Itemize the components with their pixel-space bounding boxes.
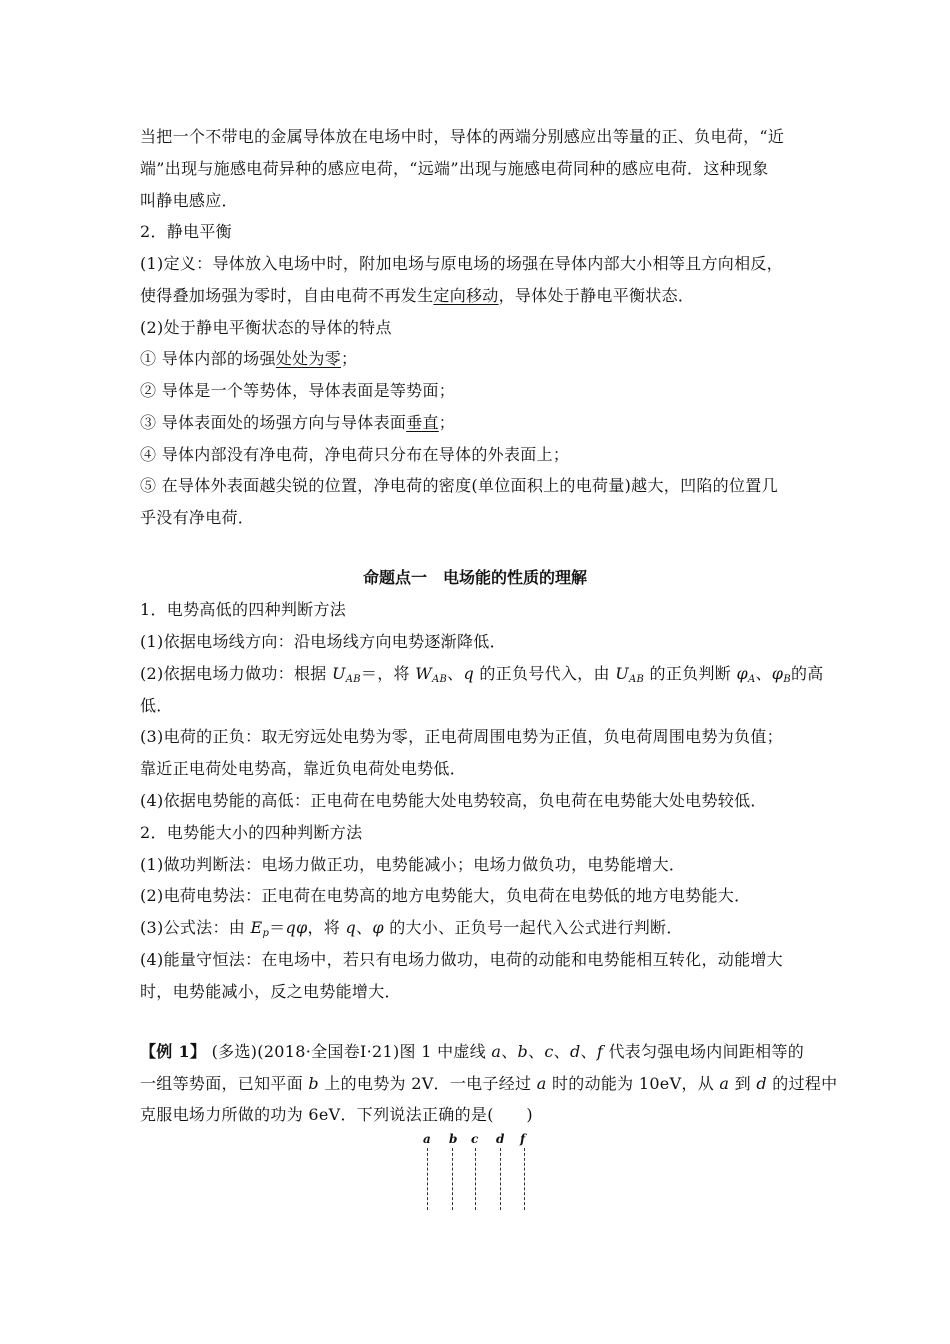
paragraph-line: 叫静电感应． <box>140 191 238 210</box>
var: q <box>345 918 357 937</box>
method-item: (4)能量守恒法：在电场中，若只有电场力做功，电荷的动能和电势能相互转化，动能增大 <box>140 950 783 969</box>
subscript: p <box>262 928 270 939</box>
text: 到 <box>729 1074 757 1093</box>
text: 、 <box>755 664 772 683</box>
var: U <box>615 664 629 683</box>
figure-label-b: b <box>449 1132 458 1146</box>
text: ，将 <box>307 918 346 937</box>
method-item: (2)电荷电势法：正电荷在电势高的地方电势能大，负电荷在电势低的地方电势能大． <box>140 886 751 905</box>
var: U <box>331 664 346 683</box>
var: b <box>308 1074 319 1093</box>
method-item: (1)做功判断法：电场力做正功，电势能减小；电场力做负功，电势能增大． <box>140 855 686 874</box>
text: (多选)(2018·全国卷Ⅰ·21)图 1 中虚线 <box>206 1042 492 1061</box>
method-item <box>140 664 824 690</box>
var: d <box>756 1074 767 1093</box>
method-item: 低． <box>140 696 173 715</box>
var: b <box>517 1042 529 1061</box>
figure-label-c: c <box>471 1132 479 1146</box>
text: 、 <box>447 664 464 683</box>
equipotential-line-b <box>452 1148 453 1210</box>
var: a <box>491 1042 502 1061</box>
topic-heading: 命题点一 电场能的性质的理解 <box>362 568 587 587</box>
underlined-answer: 处处为零 <box>275 349 341 368</box>
text: (2)依据电场力做功：根据 <box>140 664 332 683</box>
equipotential-line-a <box>427 1148 428 1210</box>
var: E <box>250 918 263 937</box>
text: 的过程中 <box>766 1074 838 1093</box>
figure-label-a: a <box>423 1132 431 1146</box>
text: ① 导体内部的场强 <box>140 349 276 368</box>
paragraph-line: 端”出现与施感电荷异种的感应电荷，“远端”出现与施感电荷同种的感应电荷．这种现象 <box>140 159 769 178</box>
text: 的大小、正负号一起代入公式进行判断． <box>383 918 683 937</box>
text: 、 <box>528 1042 545 1061</box>
var: qφ <box>285 918 308 937</box>
method-title: 1．电势高低的四种判断方法 <box>140 600 347 619</box>
var: a <box>719 1074 730 1093</box>
underlined-answer: 垂直 <box>406 413 439 432</box>
underlined-answer: 定向移动 <box>433 286 499 305</box>
text: (3)公式法：由 <box>140 918 251 937</box>
figure-label-d: d <box>496 1132 505 1146</box>
var: q <box>463 664 474 683</box>
text: ； <box>438 413 456 432</box>
text: 的高 <box>790 664 824 683</box>
var: W <box>415 664 432 683</box>
method-title: 2．电势能大小的四种判断方法 <box>140 823 363 842</box>
var: φ <box>736 664 748 683</box>
var: a <box>536 1074 547 1093</box>
text: 的正负号代入，由 <box>474 664 616 683</box>
var: f <box>596 1042 604 1061</box>
text: 上的电势为 2V．一电子经过 <box>318 1074 537 1093</box>
feature-item: 乎没有净电荷． <box>140 508 255 527</box>
subscript: AB <box>345 674 361 685</box>
text: 使得叠加场强为零时，自由电荷不再发生 <box>140 286 434 305</box>
text: 的正负判断 <box>644 664 737 683</box>
feature-item: ④ 导体内部没有净电荷，净电荷只分布在导体的外表面上； <box>140 445 570 464</box>
feature-item: ⑤ 在导体外表面越尖锐的位置，净电荷的密度(单位面积上的电荷量)越大，凹陷的位置几 <box>140 476 778 495</box>
section-title: 2．静电平衡 <box>140 222 232 241</box>
text: 、 <box>356 918 373 937</box>
example-tag: 【例 1】 <box>140 1042 207 1061</box>
feature-item: ② 导体是一个等势体，导体表面是等势面； <box>140 381 456 400</box>
var: d <box>569 1042 581 1061</box>
subscript: A <box>747 674 756 685</box>
subscript: AB <box>431 674 448 685</box>
text: 代表匀强电场内间距相等的 <box>603 1042 805 1061</box>
example-line <box>140 1074 838 1094</box>
var: c <box>544 1042 554 1061</box>
text: ＝ <box>269 918 286 937</box>
subscript: B <box>783 674 791 685</box>
equipotential-line-f <box>524 1148 525 1210</box>
method-item: (1)依据电场线方向：沿电场线方向电势逐渐降低． <box>140 632 506 651</box>
method-item: (3)电荷的正负：取无穷远处电势为零，正电荷周围电势为正值，负电荷周围电势为负值； <box>140 727 783 746</box>
var: φ <box>372 918 384 937</box>
text: ＝，将 <box>360 664 416 683</box>
text: 、 <box>553 1042 570 1061</box>
method-item: (4)依据电势能的高低：正电荷在电势能大处电势较高，负电荷在电势能大处电势较低． <box>140 791 767 810</box>
paragraph-line: 当把一个不带电的金属导体放在电场中时，导体的两端分别感应出等量的正、负电荷，“近 <box>140 127 785 146</box>
definition-line <box>140 286 820 306</box>
text: 一组等势面，已知平面 <box>140 1074 309 1093</box>
text: 、 <box>580 1042 597 1061</box>
text: ，导体处于静电平衡状态． <box>498 286 695 305</box>
figure-label-f: f <box>520 1132 526 1146</box>
method-item: 靠近正电荷处电势高，靠近负电荷处电势低． <box>140 759 467 778</box>
text: 时的动能为 10eV，从 <box>546 1074 720 1093</box>
example-line: 克服电场力所做的功为 6eV．下列说法正确的是( ) <box>140 1105 533 1124</box>
definition-line: (1)定义：导体放入电场中时，附加电场与原电场的场强在导体内部大小相等且方向相反， <box>140 254 783 273</box>
text: ③ 导体表面处的场强方向与导体表面 <box>140 413 407 432</box>
subscript: AB <box>628 674 645 685</box>
features-title: (2)处于静电平衡状态的导体的特点 <box>140 318 392 337</box>
var: φ <box>771 664 784 683</box>
text: 、 <box>501 1042 518 1061</box>
equipotential-figure <box>415 1132 535 1212</box>
method-item: 时，电势能减小，反之电势能增大． <box>140 982 401 1001</box>
equipotential-line-d <box>500 1148 501 1210</box>
method-item <box>140 918 820 944</box>
equipotential-line-c <box>475 1148 476 1210</box>
feature-item <box>140 349 820 369</box>
example-line <box>140 1042 820 1062</box>
feature-item <box>140 413 820 433</box>
text: ； <box>341 349 358 368</box>
